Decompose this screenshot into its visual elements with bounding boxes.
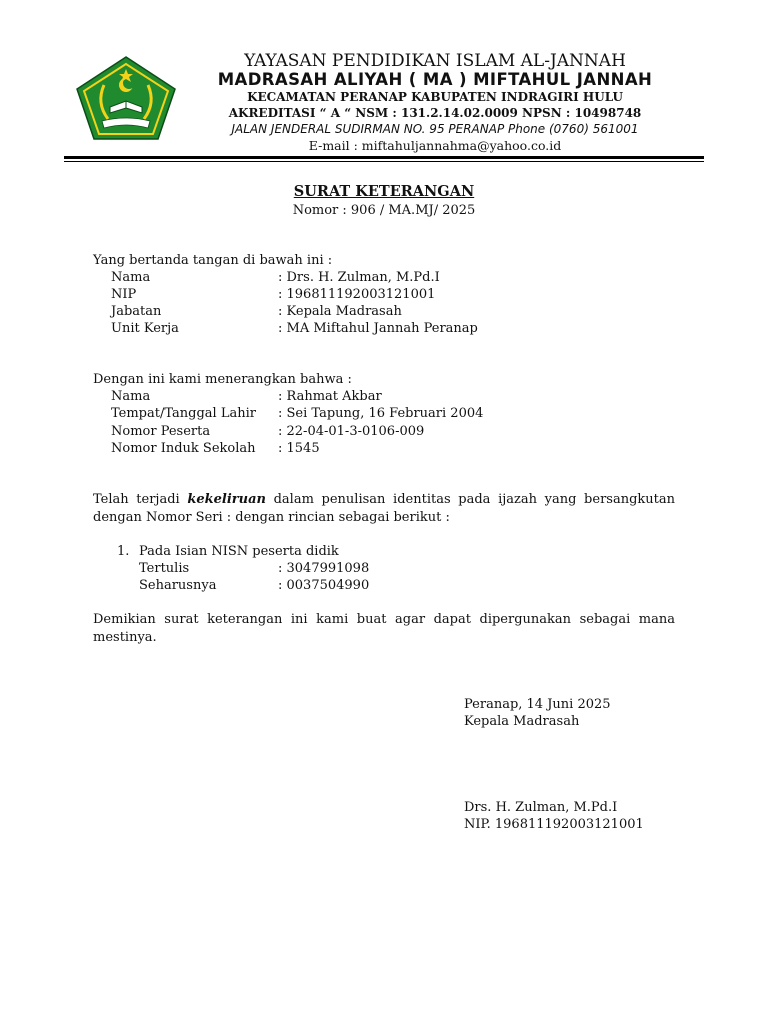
signature-place-date: Peranap, 14 Juni 2025 xyxy=(464,697,611,712)
item-number: 1. xyxy=(117,544,130,559)
signer-intro: Yang bertanda tangan di bawah ini : xyxy=(93,253,333,268)
closing-paragraph: Demikian surat keterangan ini kami buat agar dapat dipergunakan sebagai mana mestinya. xyxy=(93,612,675,645)
letter-number: Nomor : 906 / MA.MJ/ 2025 xyxy=(292,203,476,218)
error-emphasis: kekeliruan xyxy=(187,492,266,507)
item-title: Pada Isian NISN peserta didik xyxy=(139,544,339,559)
item-value-correct: : 0037504990 xyxy=(278,578,370,593)
school-name: MADRASAH ALIYAH ( MA ) MIFTAHUL JANNAH xyxy=(217,70,653,89)
student-label-name: Nama xyxy=(111,389,151,404)
header-rule-thin xyxy=(64,161,704,162)
student-value-birth: : Sei Tapung, 16 Februari 2004 xyxy=(278,406,484,421)
student-value-nis: : 1545 xyxy=(278,441,320,456)
signature-nip: NIP. 196811192003121001 xyxy=(464,817,644,832)
accreditation-line: AKREDITASI “ A “ NSM : 131.2.14.02.0009 NPSN : 10498748 xyxy=(228,106,642,120)
student-intro: Dengan ini kami menerangkan bahwa : xyxy=(93,372,352,387)
student-label-exam-number: Nomor Peserta xyxy=(111,424,211,439)
student-label-nis: Nomor Induk Sekolah xyxy=(111,441,256,456)
student-value-name: : Rahmat Akbar xyxy=(278,389,382,404)
madrasah-logo xyxy=(74,55,178,141)
district-line: KECAMATAN PERANAP KABUPATEN INDRAGIRI HULU xyxy=(247,90,623,104)
signer-value-nip: : 196811192003121001 xyxy=(278,287,436,302)
item-label-correct: Seharusnya xyxy=(139,578,217,593)
item-value-written: : 3047991098 xyxy=(278,561,370,576)
signer-label-position: Jabatan xyxy=(111,304,162,319)
email-line: E-mail : miftahuljannahma@yahoo.co.id xyxy=(308,138,562,153)
header-rule-thick xyxy=(64,156,704,159)
error-paragraph xyxy=(93,491,675,527)
student-value-exam-number: : 22-04-01-3-0106-009 xyxy=(278,424,425,439)
foundation-name: YAYASAN PENDIDIKAN ISLAM AL-JANNAH xyxy=(244,51,626,71)
signature-position: Kepala Madrasah xyxy=(464,714,580,729)
item-label-written: Tertulis xyxy=(139,561,190,576)
address-line: JALAN JENDERAL SUDIRMAN NO. 95 PERANAP Phone (0760) 561001 xyxy=(231,122,639,136)
letter-title: SURAT KETERANGAN xyxy=(293,183,475,200)
signer-label-name: Nama xyxy=(111,270,151,285)
student-label-birth: Tempat/Tanggal Lahir xyxy=(111,406,256,421)
signature-name: Drs. H. Zulman, M.Pd.I xyxy=(464,800,618,815)
signer-label-unit: Unit Kerja xyxy=(111,321,179,336)
signer-value-unit: : MA Miftahul Jannah Peranap xyxy=(278,321,478,336)
error-text-after: dalam penulisan identitas pada ijazah yang bersangkutan dengan Nomor Seri : dengan rincian sebagai berikut : xyxy=(93,492,675,525)
signer-value-position: : Kepala Madrasah xyxy=(278,304,402,319)
error-text-before: Telah terjadi xyxy=(93,492,188,507)
signer-value-name: : Drs. H. Zulman, M.Pd.I xyxy=(278,270,440,285)
signer-label-nip: NIP xyxy=(111,287,137,302)
